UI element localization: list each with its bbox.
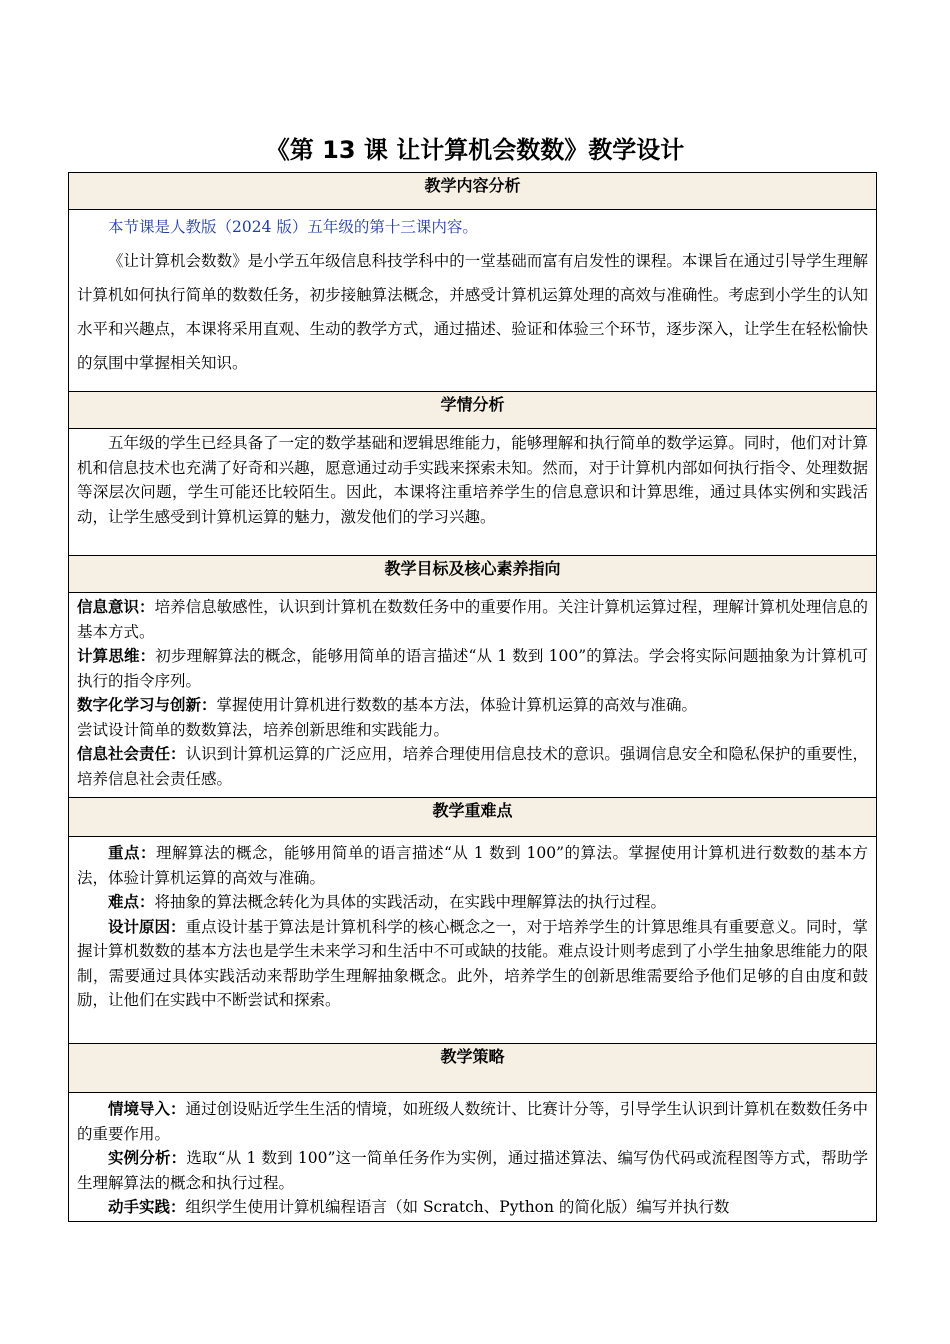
key-point-text: 重点设计基于算法是计算机科学的核心概念之一，对于培养学生的计算思维具有重要意义。同时，掌握计算机数数的基本方法也是学生未来学习和生活中不可或缺的技能。难点设计则考虑到了小学生抽象思维能力的限制，需要通过具体实践活动来帮助学生理解抽象概念。此外，培养学生的创新思维需要给予他们足够的自由度和鼓励，让他们在实践中不断尝试和探索。 <box>77 917 868 1009</box>
learner-analysis-paragraph: 五年级的学生已经具备了一定的数学基础和逻辑思维能力，能够理解和执行简单的数学运算。同时，他们对计算机和信息技术也充满了好奇和兴趣，愿意通过动手实践来探索未知。然而，对于计算机内部如何执行指令、处理数据等深层次问题，学生可能还比较陌生。因此，本课将注重培养学生的信息意识和计算思维，通过具体实例和实践活动，让学生感受到计算机运算的魅力，激发他们的学习兴趣。 <box>77 434 868 526</box>
objective-label: 信息社会责任： <box>77 745 186 763</box>
section-heading-strategy: 教学策略 <box>69 1044 877 1093</box>
key-point-text: 将抽象的算法概念转化为具体的实践活动，在实践中理解算法的执行过程。 <box>154 893 667 911</box>
objective-text: 掌握使用计算机进行数数的基本方法，体验计算机运算的高效与准确。 <box>216 696 698 714</box>
strategy-item <box>77 1195 868 1220</box>
strategy-text: 组织学生使用计算机编程语言（如 Scratch、Python 的简化版）编写并执行数 <box>185 1198 730 1216</box>
objective-item <box>77 742 868 791</box>
key-point-item <box>77 915 868 1013</box>
content-analysis-body <box>69 210 877 392</box>
key-point-text: 理解算法的概念，能够用简单的语言描述“从 1 数到 100”的算法。掌握使用计算机进行数数的基本方法，体验计算机运算的高效与准确。 <box>77 844 868 887</box>
objective-label: 计算思维： <box>77 647 156 665</box>
section-heading-key-points: 教学重难点 <box>69 798 877 837</box>
key-point-label: 重点： <box>108 844 156 862</box>
learner-analysis-body <box>69 429 877 556</box>
section-body-row <box>69 429 877 556</box>
section-body-row <box>69 837 877 1044</box>
key-points-body <box>69 837 877 1044</box>
section-heading-content-analysis: 教学内容分析 <box>69 173 877 210</box>
strategy-text: 选取“从 1 数到 100”这一简单任务作为实例，通过描述算法、编写伪代码或流程图等方式，帮助学生理解算法的概念和执行过程。 <box>77 1149 868 1192</box>
content-analysis-paragraph: 《让计算机会数数》是小学五年级信息科技学科中的一堂基础而富有启发性的课程。本课旨在通过引导学生理解计算机如何执行简单的数数任务，初步接触算法概念，并感受计算机运算处理的高效与准确性。考虑到小学生的认知水平和兴趣点，本课将采用直观、生动的教学方式，通过描述、验证和体验三个环节，逐步深入，让学生在轻松愉快的氛围中掌握相关知识。 <box>77 252 868 372</box>
strategy-label: 实例分析： <box>108 1149 187 1167</box>
key-point-item <box>77 841 868 890</box>
objective-item <box>77 693 868 718</box>
section-header-row <box>69 392 877 429</box>
objective-label: 数字化学习与创新： <box>77 696 217 714</box>
strategy-item <box>77 1097 868 1146</box>
objective-label: 信息意识： <box>77 598 155 616</box>
section-body-row <box>69 593 877 798</box>
lesson-plan-table <box>68 172 877 1222</box>
section-header-row <box>69 173 877 210</box>
strategy-label: 动手实践： <box>108 1198 186 1216</box>
key-point-label: 难点： <box>108 893 155 911</box>
strategy-label: 情境导入： <box>108 1100 186 1118</box>
objective-item <box>77 644 868 693</box>
section-header-row <box>69 556 877 593</box>
objectives-body <box>69 593 877 798</box>
strategy-item <box>77 1146 868 1195</box>
section-heading-objectives: 教学目标及核心素养指向 <box>69 556 877 593</box>
objective-text: 培养信息敏感性，认识到计算机在数数任务中的重要作用。关注计算机运算过程，理解计算机处理信息的基本方式。 <box>77 598 868 641</box>
objective-item <box>77 595 868 644</box>
key-point-label: 设计原因： <box>108 917 186 936</box>
section-heading-learner-analysis: 学情分析 <box>69 392 877 429</box>
strategy-text: 通过创设贴近学生生活的情境，如班级人数统计、比赛计分等，引导学生认识到计算机在数数任务中的重要作用。 <box>77 1100 868 1143</box>
intro-paragraph: 本节课是人教版（2024 版）五年级的第十三课内容。 <box>108 218 478 236</box>
section-body-row <box>69 1093 877 1222</box>
section-header-row <box>69 1044 877 1093</box>
objective-text: 认识到计算机运算的广泛应用，培养合理使用信息技术的意识。强调信息安全和隐私保护的重要性，培养信息社会责任感。 <box>77 745 868 788</box>
section-body-row <box>69 210 877 392</box>
section-header-row <box>69 798 877 837</box>
strategy-body <box>69 1093 877 1222</box>
objective-text: 初步理解算法的概念，能够用简单的语言描述“从 1 数到 100”的算法。学会将实际问题抽象为计算机可执行的指令序列。 <box>77 647 868 690</box>
objective-extra: 尝试设计简单的数数算法，培养创新思维和实践能力。 <box>77 720 450 739</box>
document-title: 《第 13 课 让计算机会数数》教学设计 <box>265 136 685 164</box>
key-point-item <box>77 890 868 915</box>
